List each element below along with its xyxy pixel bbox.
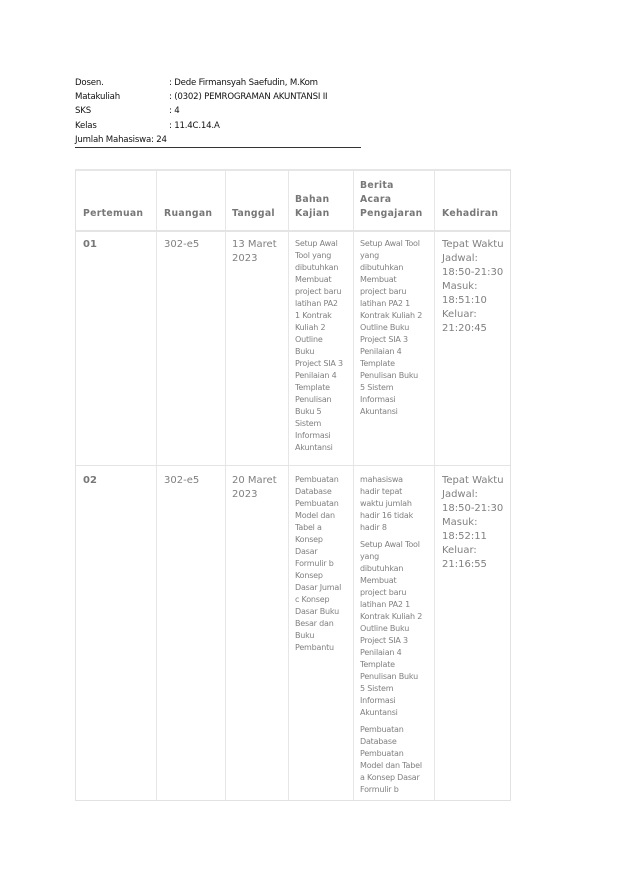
cell-line: Konsep (295, 535, 323, 544)
cell-kehadiran (442, 474, 504, 572)
cell-line: Formulir b (360, 785, 399, 794)
cell-line: Informasi (360, 696, 396, 705)
info-label: Jumlah Mahasiswa (75, 134, 152, 145)
cell-line: 2023 (232, 253, 258, 264)
info-kelas (75, 119, 361, 133)
info-label: Kelas (75, 120, 97, 131)
cell-line: 5 Sistem (360, 684, 394, 693)
cell-line: Setup Awal Tool (360, 239, 420, 248)
cell-pertemuan: 02 (83, 475, 97, 486)
info-label: SKS (75, 106, 91, 117)
cell-line: Model dan Tabel (360, 761, 422, 770)
info-label: Dosen. (75, 78, 104, 88)
cell-line: Model dan (295, 511, 335, 520)
cell-line: Kontrak Kuliah 2 (360, 311, 423, 320)
cell-line: dibutuhkan (360, 263, 404, 272)
course-info (75, 76, 361, 148)
cell-paragraph (360, 238, 433, 418)
cell-line: Tepat Waktu (442, 239, 504, 250)
cell-line: Formulir b (295, 559, 334, 568)
cell-tanggal (232, 474, 277, 502)
cell-line: dibutuhkan (360, 564, 404, 573)
cell-line: Masuk: (442, 281, 478, 292)
cell-line: latihan PA2 (295, 299, 338, 308)
cell-line: Penilaian 4 (295, 371, 337, 380)
cell-line: 18:52:11 (442, 531, 487, 542)
header-line: Berita (360, 180, 394, 191)
header-kehadiran: Kehadiran (442, 208, 499, 219)
cell-line: Penilaian 4 (360, 347, 402, 356)
cell-line: Outline (295, 335, 323, 344)
cell-line: Database (295, 487, 332, 496)
cell-line: Membuat (295, 275, 332, 284)
column-divider (156, 171, 157, 800)
cell-line: Keluar: (442, 545, 477, 556)
cell-line: hadir 16 tidak (360, 511, 414, 520)
info-jumlah-mahasiswa (75, 133, 361, 148)
header-line: Bahan (295, 194, 330, 205)
cell-line: Template (360, 660, 395, 669)
cell-line: Tepat Waktu (442, 475, 504, 486)
cell-line: Jadwal: (442, 489, 478, 500)
cell-line: 20 Maret (232, 475, 277, 486)
info-value: : 11.4C.14.A (169, 120, 220, 131)
cell-line: Masuk: (442, 517, 478, 528)
cell-line: Membuat (360, 576, 397, 585)
info-dosen (75, 76, 361, 90)
cell-line: Tool yang (295, 251, 332, 260)
cell-line: dibutuhkan (295, 263, 339, 272)
cell-line: hadir tepat (360, 487, 403, 496)
header-ruangan: Ruangan (164, 208, 213, 219)
cell-line: 18:50-21:30 (442, 503, 504, 514)
cell-line: Penilaian 4 (360, 648, 402, 657)
cell-line: Dasar (295, 547, 318, 556)
cell-line: Outline Buku (360, 624, 410, 633)
cell-line: Konsep (295, 571, 323, 580)
info-value: : 24 (151, 134, 167, 145)
cell-ruangan: 302-e5 (164, 239, 200, 250)
cell-line: Kontrak Kuliah 2 (360, 612, 423, 621)
cell-line: latihan PA2 1 (360, 600, 410, 609)
cell-line: Pembuatan (360, 749, 404, 758)
cell-line: Akuntansi (295, 443, 333, 452)
cell-line: yang (360, 552, 379, 561)
cell-tanggal (232, 238, 277, 266)
cell-line: Pembuatan (295, 499, 339, 508)
cell-ruangan: 302-e5 (164, 475, 200, 486)
header-berita-acara (360, 179, 423, 221)
cell-line: 2023 (232, 489, 258, 500)
cell-line: Penulisan (295, 395, 332, 404)
info-value: : (0302) PEMROGRAMAN AKUNTANSI II (169, 92, 328, 103)
header-line: Pengajaran (360, 208, 423, 219)
cell-line: Akuntansi (360, 708, 398, 717)
cell-bahan-kajian (295, 238, 351, 454)
cell-line: Pembuatan (295, 475, 339, 484)
cell-paragraph (360, 539, 433, 719)
cell-line: 21:16:55 (442, 559, 487, 570)
row-divider (76, 465, 510, 466)
cell-line: hadir 8 (360, 523, 387, 532)
cell-line: mahasiswa (360, 475, 403, 484)
cell-line: Buku (295, 347, 315, 356)
cell-line: Penulisan Buku (360, 371, 418, 380)
cell-line: Project SIA 3 (295, 359, 343, 368)
cell-line: Informasi (360, 395, 396, 404)
cell-line: Kuliah 2 (295, 323, 326, 332)
cell-line: Template (360, 359, 395, 368)
cell-berita-acara (360, 474, 433, 801)
cell-paragraph (360, 474, 433, 534)
cell-line: Buku (295, 631, 315, 640)
cell-line: a Konsep Dasar (360, 773, 420, 782)
cell-line: 13 Maret (232, 239, 277, 250)
column-divider (225, 171, 226, 800)
cell-line: Keluar: (442, 309, 477, 320)
cell-line: Buku 5 (295, 407, 322, 416)
cell-line: project baru (295, 287, 342, 296)
cell-line: Dasar Buku (295, 607, 339, 616)
cell-line: Dasar Jumal (295, 583, 342, 592)
header-line: Kajian (295, 208, 330, 219)
info-sks (75, 104, 361, 118)
cell-line: Pembantu (295, 643, 334, 652)
header-line: Acara (360, 194, 392, 205)
cell-line: 1 Kontrak (295, 311, 332, 320)
header-bahan-kajian (295, 193, 330, 221)
cell-line: Project SIA 3 (360, 636, 408, 645)
cell-bahan-kajian (295, 474, 351, 654)
header-pertemuan: Pertemuan (83, 208, 144, 219)
cell-line: Membuat (360, 275, 397, 284)
info-value: : Dede Firmansyah Saefudin, M.Kom (169, 78, 318, 88)
info-matakuliah (75, 90, 361, 104)
attendance-table (75, 169, 511, 801)
column-divider (434, 171, 435, 800)
cell-line: 18:51:10 (442, 295, 487, 306)
cell-kehadiran (442, 238, 504, 336)
column-divider (288, 171, 289, 800)
cell-line: Template (295, 383, 330, 392)
header-divider (76, 230, 510, 232)
cell-pertemuan: 01 (83, 239, 97, 250)
cell-line: Outline Buku (360, 323, 410, 332)
cell-line: Informasi (295, 431, 331, 440)
info-value: : 4 (169, 106, 180, 117)
cell-line: Pembuatan (360, 725, 404, 734)
cell-line: 18:50-21:30 (442, 267, 504, 278)
cell-line: Project SIA 3 (360, 335, 408, 344)
cell-line: Penulisan Buku (360, 672, 418, 681)
cell-line: project baru (360, 588, 407, 597)
info-label: Matakuliah (75, 92, 120, 103)
cell-line: Jadwal: (442, 253, 478, 264)
cell-line: Besar dan (295, 619, 334, 628)
cell-line: Akuntansi (360, 407, 398, 416)
cell-line: Database (360, 737, 397, 746)
cell-line: Tabel a (295, 523, 322, 532)
cell-line: 21:20:45 (442, 323, 487, 334)
cell-line: c Konsep (295, 595, 330, 604)
cell-line: Setup Awal Tool (360, 540, 420, 549)
cell-berita-acara (360, 238, 433, 423)
cell-line: Setup Awal (295, 239, 338, 248)
cell-line: Sistem (295, 419, 322, 428)
cell-paragraph (360, 724, 433, 796)
cell-line: latihan PA2 1 (360, 299, 410, 308)
header-tanggal: Tanggal (232, 208, 275, 219)
cell-line: waktu jumlah (360, 499, 412, 508)
cell-line: 5 Sistem (360, 383, 394, 392)
cell-line: project baru (360, 287, 407, 296)
column-divider (353, 171, 354, 800)
cell-line: yang (360, 251, 379, 260)
